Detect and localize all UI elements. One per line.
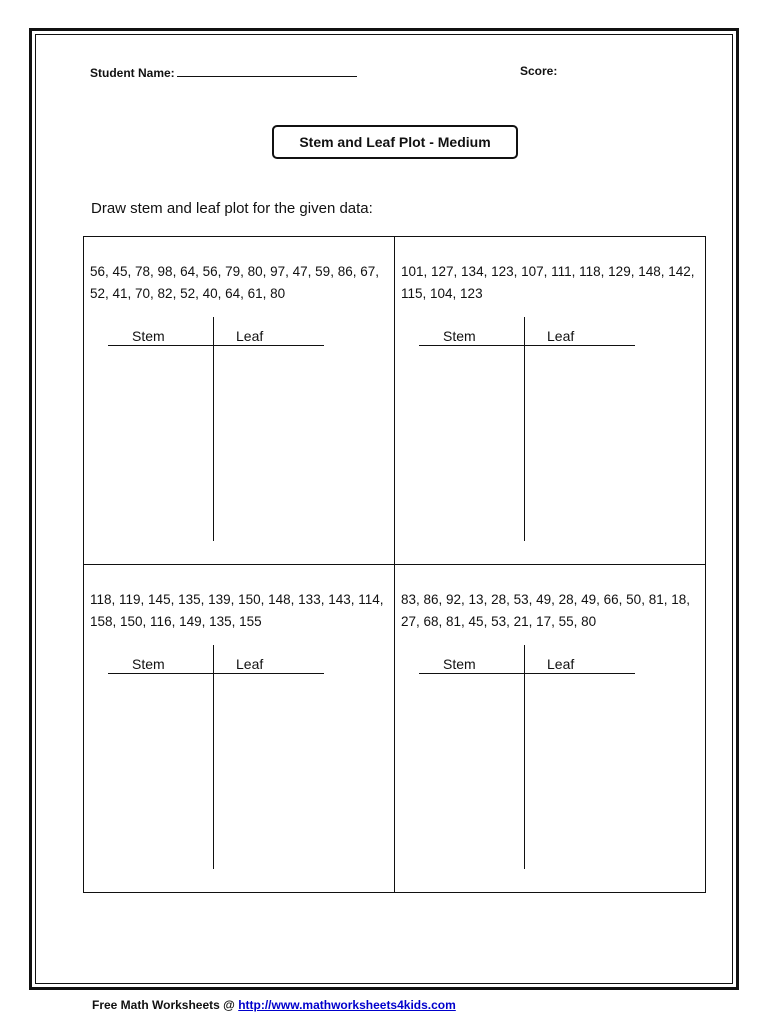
stem-divider-line <box>213 317 214 541</box>
header-underline <box>108 345 324 346</box>
score-label: Score: <box>520 64 558 78</box>
leaf-label: Leaf <box>236 656 264 672</box>
student-name-label: Student Name: <box>90 66 175 80</box>
problem-cell-2 <box>395 237 695 557</box>
stem-label: Stem <box>443 656 476 672</box>
stem-divider-line <box>213 645 214 869</box>
footer <box>92 998 456 1012</box>
leaf-label: Leaf <box>547 328 575 344</box>
worksheet-title: Stem and Leaf Plot - Medium <box>272 125 518 159</box>
footer-text: Free Math Worksheets @ <box>92 998 235 1012</box>
stem-divider-line <box>524 317 525 541</box>
student-name-field <box>90 64 357 80</box>
instructions: Draw stem and leaf plot for the given data: <box>91 200 373 217</box>
header-underline <box>108 673 324 674</box>
problem-cell-3 <box>84 565 384 885</box>
problem-data: 83, 86, 92, 13, 28, 53, 49, 28, 49, 66, 50, 81, 18, 27, 68, 81, 45, 53, 21, 17, 55, 80 <box>401 592 690 629</box>
leaf-label: Leaf <box>547 656 575 672</box>
stem-label: Stem <box>443 328 476 344</box>
leaf-label: Leaf <box>236 328 264 344</box>
header-underline <box>419 345 635 346</box>
problem-data: 101, 127, 134, 123, 107, 111, 118, 129, 148, 142, 115, 104, 123 <box>401 264 695 301</box>
header-underline <box>419 673 635 674</box>
student-name-blank <box>177 64 357 77</box>
problem-data: 118, 119, 145, 135, 139, 150, 148, 133, 143, 114, 158, 150, 116, 149, 135, 155 <box>90 592 384 629</box>
problem-data: 56, 45, 78, 98, 64, 56, 79, 80, 97, 47, 59, 86, 67, 52, 41, 70, 82, 52, 40, 64, 61, 80 <box>90 264 379 301</box>
problem-grid <box>83 236 706 893</box>
stem-label: Stem <box>132 656 165 672</box>
problem-cell-1 <box>84 237 384 557</box>
stem-divider-line <box>524 645 525 869</box>
stem-label: Stem <box>132 328 165 344</box>
problem-cell-4 <box>395 565 695 885</box>
footer-link[interactable]: http://www.mathworksheets4kids.com <box>238 998 456 1012</box>
